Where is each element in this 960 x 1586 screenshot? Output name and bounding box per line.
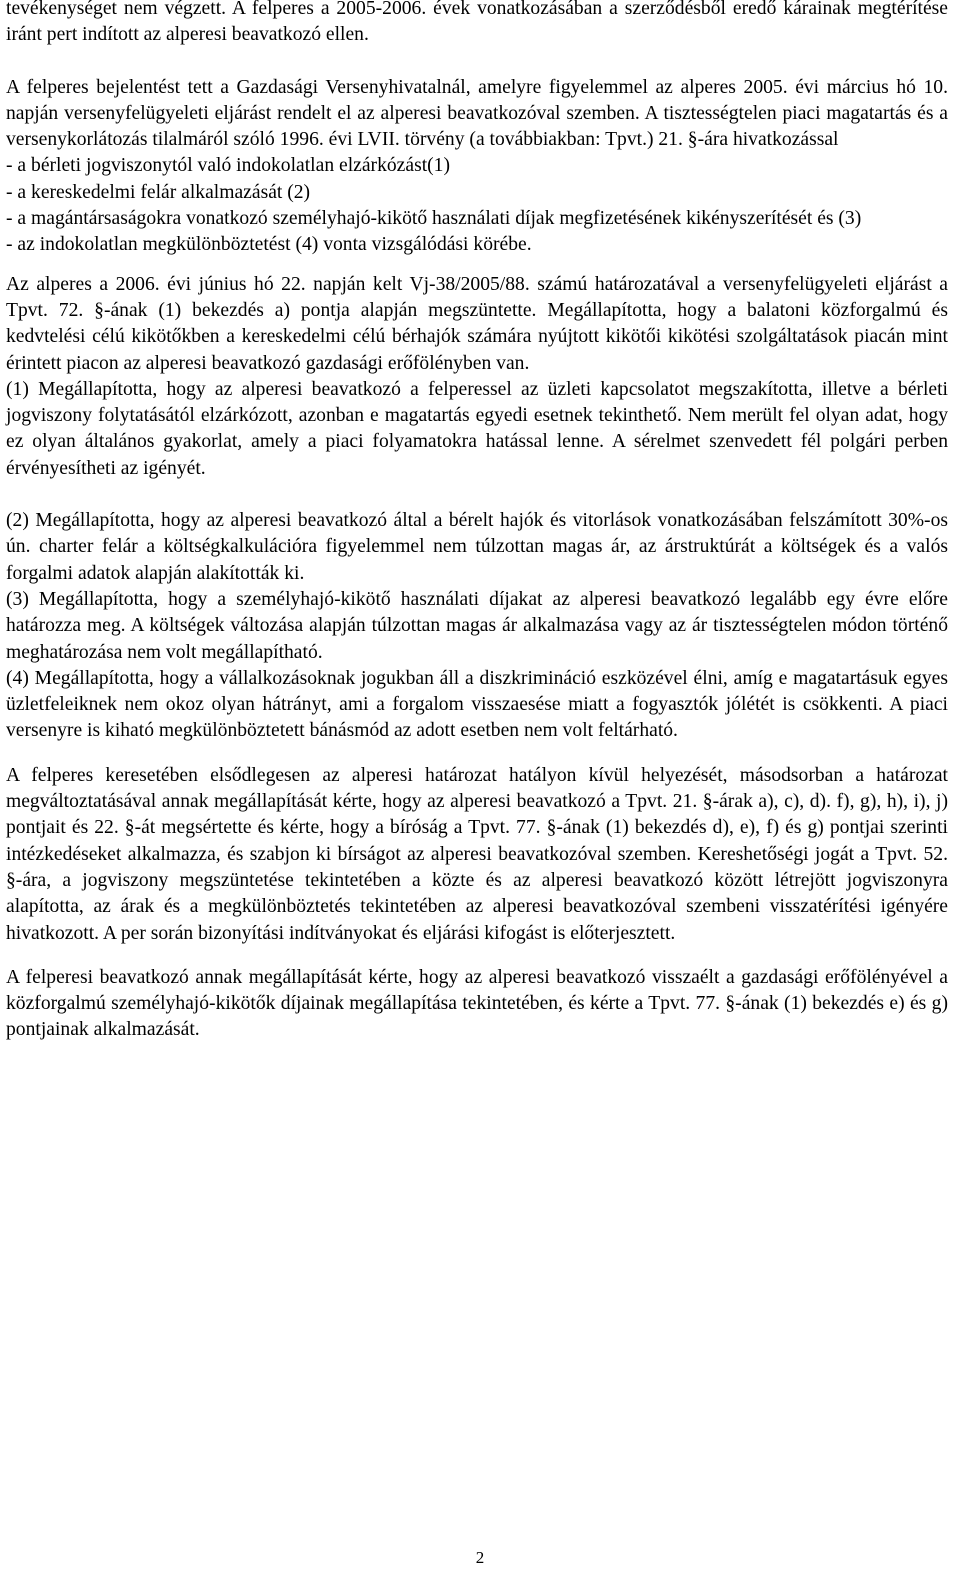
paragraph-7: (4) Megállapította, hogy a vállalkozásoknak jogukban áll a diszkrimináció eszközével élni, amíg e magatartásuk egyes üzletfeleiknek nem okoz olyan hátrányt, ami a forgalom visszaesése miatt a fogyasztók jólétét is csökkenti. A piaci versenyre is kiható megkülönböztetett bánásmód az adott esetben nem volt feltárható. bbox=[6, 667, 948, 742]
paragraph-5: (2) Megállapította, hogy az alperesi beavatkozó által a bérelt hajók és vitorlások vonatkozásában felszámított 30%-os ún. charter felár a költségkalkulációra figyelemmel nem túlzottan magas ár, az árstruktúrát a költségek és a valós forgalmi adatok alapján alakították ki. bbox=[6, 510, 948, 584]
page-number: 2 bbox=[475, 1548, 485, 1567]
paragraph-2: A felperes bejelentést tett a Gazdasági Versenyhivatalnál, amelyre figyelemmel az alperes 2005. évi március hó 10. napján versenyfelügyeleti eljárást rendelt el az alperesi beavatkozóval szemben. A tisztességtelen piaci magatartás és a versenykorlátozás tilalmáról szóló 1996. évi LVII. törvény (a továbbiakban: Tpvt.) 21. §-ára hivatkozással bbox=[6, 76, 948, 151]
list-item-3: - a magántársaságokra vonatkozó személyhajó-kikötő használati díjak megfizetésének kikényszerítését és (3) bbox=[6, 208, 862, 230]
document-body bbox=[6, 0, 948, 1044]
paragraph-8: A felperes keresetében elsődlegesen az alperesi határozat hatályon kívül helyezését, másodsorban a határozat megváltoztatásával annak megállapítását kérte, hogy az alperesi beavatkozó a Tpvt. 21. §-árak a), c), d). f), g), h), i), j) pontjait és 22. §-át megsértette és kérte, hogy a bíróság a Tpvt. 77. §-ának (1) bekezdés d), e), f) és g) pontjai szerinti intézkedéseket alkalmazza, és szabjon ki bírságot az alperesi beavatkozóval szemben. Kereshetőségi jogát a Tpvt. 52. §-ára, a jogviszony megszüntetése tekintetében a közte és az alperesi beavatkozó között létrejött jogviszonyra alapította, az árak és a megkülönböztetés tekintetében az alperesi beavatkozóval szembeni visszatérítési igényére hivatkozott. A per során bizonyítási indítványokat és eljárási kifogást is előterjesztett. bbox=[6, 764, 948, 944]
list-item-1: - a bérleti jogviszonytól való indokolatlan elzárkózást(1) bbox=[6, 155, 450, 177]
list-item-2: - a kereskedelmi felár alkalmazását (2) bbox=[6, 181, 311, 203]
paragraph-4: (1) Megállapította, hogy az alperesi beavatkozó a felperessel az üzleti kapcsolatot megszakította, illetve a bérleti jogviszony folytatásától elzárkózott, azonban e magatartás egyedi esetnek tekinthető. Nem merült fel olyan adat, hogy ez olyan általános gyakorlat, amely a piaci folyamatokra hatással lenne. A sérelmet szenvedett fél polgári perben érvényesítheti az igényét. bbox=[6, 378, 948, 479]
list-item-4: - az indokolatlan megkülönböztetést (4) vonta vizsgálódási körébe. bbox=[6, 234, 532, 256]
paragraph-9: A felperesi beavatkozó annak megállapítását kérte, hogy az alperesi beavatkozó visszaélt a gazdasági erőfölényével a közforgalmú személyhajó-kikötők díjainak megállapítása tekintetében, és kérte a Tpvt. 77. §-ának (1) bekezdés e) és g) pontjainak alkalmazását. bbox=[6, 966, 948, 1041]
paragraph-6: (3) Megállapította, hogy a személyhajó-kikötő használati díjakat az alperesi beavatkozó legalább egy évre előre határozza meg. A költségek változása alapján túlzottan magas ár alkalmazása vagy az ár tisztességtelen módon történő meghatározása nem volt megállapítható. bbox=[6, 588, 948, 663]
paragraph-3: Az alperes a 2006. évi június hó 22. napján kelt Vj-38/2005/88. számú határozatával a versenyfelügyeleti eljárást a Tpvt. 72. §-ának (1) bekezdés a) pontja alapján megszüntette. Megállapította, hogy a balatoni közforgalmú és kedvtelési célú kikötőkben a kereskedelmi célú bérhajók számára nyújtott kikötői kikötési szolgáltatások piacán mint érintett piacon az alperesi beavatkozó gazdasági erőfölényben van. bbox=[6, 273, 948, 374]
paragraph-1: tevékenységet nem végzett. A felperes a 2005-2006. évek vonatkozásában a szerződésből eredő kárainak megtérítése iránt pert indított az alperesi beavatkozó ellen. bbox=[6, 0, 948, 46]
